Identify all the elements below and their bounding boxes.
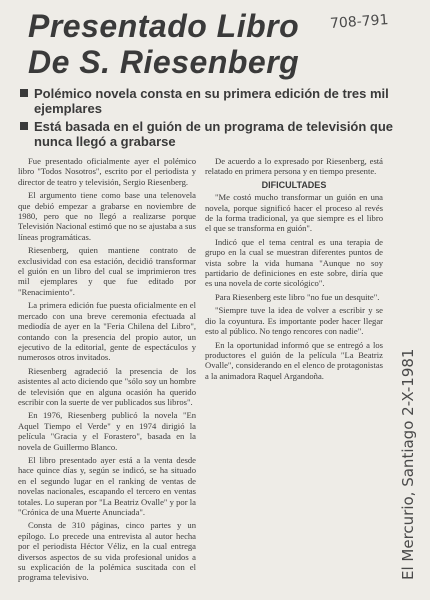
paragraph: El libro presentado ayer está a la venta desde hace quince días y, según se indicó, se ha situado en el segundo lugar en el ranking de ventas de novelas nacionales, escapando el tercero en ventas totales. Lo superan por "La Beatriz Ovalle" y por la "Crónica de una Muerte Anunciada". (18, 454, 196, 517)
paragraph: De acuerdo a lo expresado por Riesenberg, está relatado en primera persona y en tiempo presente. (205, 156, 383, 177)
paragraph: Riesenberg agradeció la presencia de los asistentes al acto diciendo que "sólo soy un hombre de televisión que en alguna ocasión ha querido escribir con la suerte de ver publicados sus libros". (18, 365, 196, 407)
paragraph: El argumento tiene como base una telenovela que debió empezar a grabarse en noviembre de 1980, pero que no llegó a realizarse porque Televisión Nacional estimó que no se ajustaba a sus líneas programáticas. (18, 190, 196, 242)
article-column-right (205, 156, 383, 384)
paragraph: Para Riesenberg este libro "no fue un desquite". (215, 291, 380, 302)
paragraph: En la oportunidad informó que se entregó a los productores el guión de la película "La Beatriz Ovalle", considerando en el elenco de protagonistas a la animadora Raquel Argandoña. (205, 339, 383, 381)
subheadline-bullets (18, 86, 398, 152)
section-subhead: DIFICULTADES (261, 179, 327, 190)
headline-line-2: De S. Riesenberg (28, 44, 300, 80)
paragraph: En 1976, Riesenberg publicó la novela "En Aquel Tiempo el Verde" y en 1974 dirigió la película "Gracia y el Forastero", basada en la novela de Guillermo Blanco. (18, 410, 196, 452)
paragraph: La primera edición fue puesta oficialmente en el mercado con una breve ceremonia efectuada al mediodía de ayer en la "Feria Chilena del Libro", contando con la presencia del propio autor, un ejecutivo de la editorial, gente de espectáculos y numerosos otros invitados. (18, 300, 196, 363)
paragraph: Consta de 310 páginas, cinco partes y un epílogo. Lo precede una entrevista al autor hecha por el periodista Héctor Véliz, en la cual entrega diversos aspectos de su vida profesional unidos a su explicación de la polémica suscitada con el programa televisivo. (18, 520, 196, 583)
paragraph: Fue presentado oficialmente ayer el polémico libro "Todos Nosotros", escrito por el periodista y director de teatro y televisión, Sergio Riesenberg. (18, 156, 196, 187)
handwritten-source-date: El Mercurio, Santiago 2-X-1981 (399, 348, 417, 580)
article-column-left (18, 156, 196, 586)
headline-line-1: Presentado Libro (28, 8, 300, 44)
paragraph: Riesenberg, quien mantiene contrato de exclusividad con esa estación, decidió transformar el guión en un libro del cual se imprimieron tres mil ejemplares y que fue editado por "Renacimiento". (18, 245, 196, 297)
bullet-item: Polémico novela consta en su primera edición de tres mil ejemplares (18, 86, 398, 116)
paragraph: "Siempre tuve la idea de volver a escribir y se dio la coyuntura. Es importante poder hacer llegar esto al público. No tengo rencores con nadie". (205, 305, 383, 337)
paragraph: "Me costó mucho transformar un guión en una novela, porque significó hacer el proceso al revés de la forma tradicional, ya que siempre es el libro el que se transforma en guión". (205, 192, 383, 234)
handwritten-margin-note (395, 170, 427, 590)
handwritten-archive-code: 708-791 (329, 11, 389, 33)
paragraph: Indicó que el tema central es una terapia de grupo en la cual se muestran diferentes puntos de vista sobre la vida humana "Aunque no soy partidario de definiciones en este sobre, diría que es una novela de corte sicológico". (205, 236, 383, 289)
bullet-item: Está basada en el guión de un programa de televisión que nunca llegó a grabarse (18, 119, 398, 149)
